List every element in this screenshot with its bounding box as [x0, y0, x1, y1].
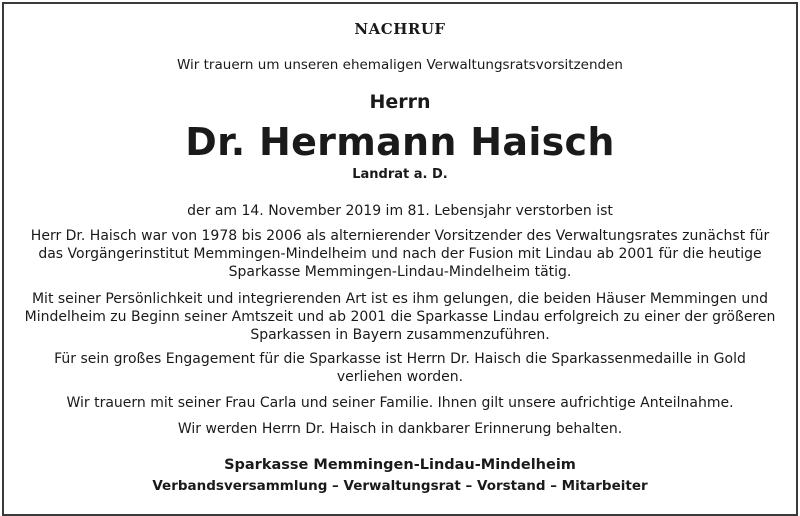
organization-name: Sparkasse Memmingen-Lindau-Mindelheim	[224, 457, 576, 473]
salutation: Herrn	[369, 91, 431, 113]
death-line: der am 14. November 2019 im 81. Lebensjahr verstorben ist	[187, 203, 613, 219]
organization-bodies: Verbandsversammlung – Verwaltungsrat – Vorstand – Mitarbeiter	[152, 478, 648, 494]
intro-line: Wir trauern um unseren ehemaligen Verwaltungsratsvorsitzenden	[177, 57, 623, 73]
notice-heading: NACHRUF	[354, 20, 446, 38]
paragraph-career: Herr Dr. Haisch war von 1978 bis 2006 als alternierender Vorsitzender des Verwaltungsrates zunächst für das Vorgängerinstitut Memmingen-Mindelheim und nach der Fusion mit Lindau ab 2001 für die heutige Sparkasse Memmingen-Lindau-Mindelheim tätig.	[30, 228, 770, 280]
paragraph-medal: Für sein großes Engagement für die Sparkasse ist Herrn Dr. Haisch die Sparkassenmedaille in Gold verliehen worden.	[54, 351, 746, 385]
paragraph-remembrance: Wir werden Herrn Dr. Haisch in dankbarer Erinnerung behalten.	[177, 421, 623, 437]
deceased-title: Landrat a. D.	[352, 167, 448, 182]
paragraph-achievement: Mit seiner Persönlichkeit und integrierenden Art ist es ihm gelungen, die beiden Häuser Memmingen und Mindelheim zu Beginn seiner Amtszeit und ab 2001 die Sparkasse Lindau erfolgreich zu einer der größeren Sparkassen in Bayern zusammenzuführen.	[24, 291, 776, 343]
paragraph-condolence: Wir trauern mit seiner Frau Carla und seiner Familie. Ihnen gilt unsere aufrichtige Anteilnahme.	[66, 395, 734, 411]
deceased-name: Dr. Hermann Haisch	[185, 120, 615, 164]
